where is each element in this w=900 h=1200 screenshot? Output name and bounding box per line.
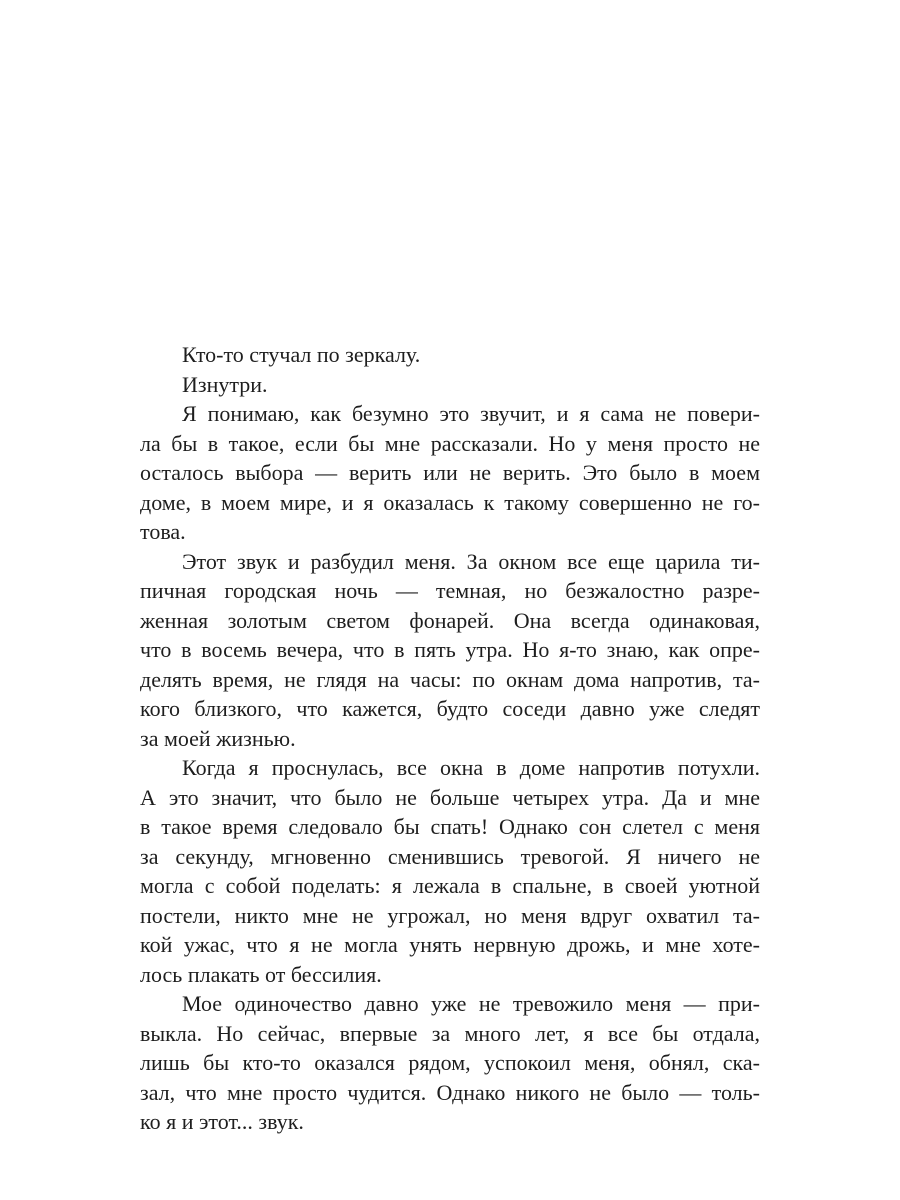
paragraph-3-line-5: това.	[140, 519, 186, 544]
paragraph-4-line-7: за моей жизнью.	[140, 725, 296, 751]
paragraph-3-line-2: ла бы в такое, если бы мне рассказали. Но у меня просто не	[140, 430, 760, 456]
paragraph-3-line-3: осталось выбора — верить или не верить. Это было в моем	[140, 460, 760, 485]
paragraph-5-line-4: за секунду, мгновенно сменившись тревогой. Я ничего не	[140, 843, 760, 869]
paragraph-6-line-2: выкла. Но сейчас, впервые за много лет, я все бы отдала,	[140, 1020, 760, 1046]
paragraph-5-line-5: могла с собой поделать: я лежала в спальне, в своей уютной	[140, 873, 760, 898]
paragraph-4-line-6: кого близкого, что кажется, будто соседи давно уже следят	[140, 696, 760, 721]
body-text	[140, 340, 760, 1137]
paragraph-3-line-4: доме, в моем мире, и я оказалась к такому совершенно не го-	[140, 489, 760, 515]
paragraph-4-line-1: Этот звук и разбудил меня. За окном все еще царила ти-	[182, 548, 760, 574]
paragraph-5-line-2: А это значит, что было не больше четырех утра. Да и мне	[140, 784, 760, 810]
paragraph-5-line-8: лось плакать от бессилия.	[140, 961, 382, 987]
paragraph-6-line-4: зал, что мне просто чудится. Однако никого не было — толь-	[140, 1079, 760, 1105]
paragraph-4-line-2: пичная городская ночь — темная, но безжалостно разре-	[140, 578, 760, 603]
paragraph-6-line-5: ко я и этот... звук.	[140, 1109, 304, 1134]
paragraph-5-line-6: постели, никто мне не угрожал, но меня вдруг охватил та-	[140, 902, 760, 928]
paragraph-2-line-1: Изнутри.	[182, 371, 268, 397]
paragraph-4-line-4: что в восемь вечера, что в пять утра. Но я-то знаю, как опре-	[140, 637, 760, 662]
paragraph-5-line-1: Когда я проснулась, все окна в доме напротив потухли.	[182, 755, 760, 780]
paragraph-4-line-3: женная золотым светом фонарей. Она всегда одинаковая,	[140, 607, 760, 633]
paragraph-5-line-7: кой ужас, что я не могла унять нервную дрожь, и мне хоте-	[140, 932, 760, 957]
paragraph-6-line-1: Мое одиночество давно уже не тревожило меня — при-	[182, 991, 760, 1016]
paragraph-1-line-1: Кто-то стучал по зеркалу.	[182, 342, 421, 367]
paragraph-4-line-5: делять время, не глядя на часы: по окнам дома напротив, та-	[140, 666, 760, 692]
paragraph-3-line-1: Я понимаю, как безумно это звучит, и я сама не повери-	[182, 401, 760, 426]
paragraph-6-line-3: лишь бы кто-то оказался рядом, успокоил меня, обнял, ска-	[140, 1050, 760, 1075]
paragraph-5-line-3: в такое время следовало бы спать! Однако сон слетел с меня	[140, 814, 760, 839]
